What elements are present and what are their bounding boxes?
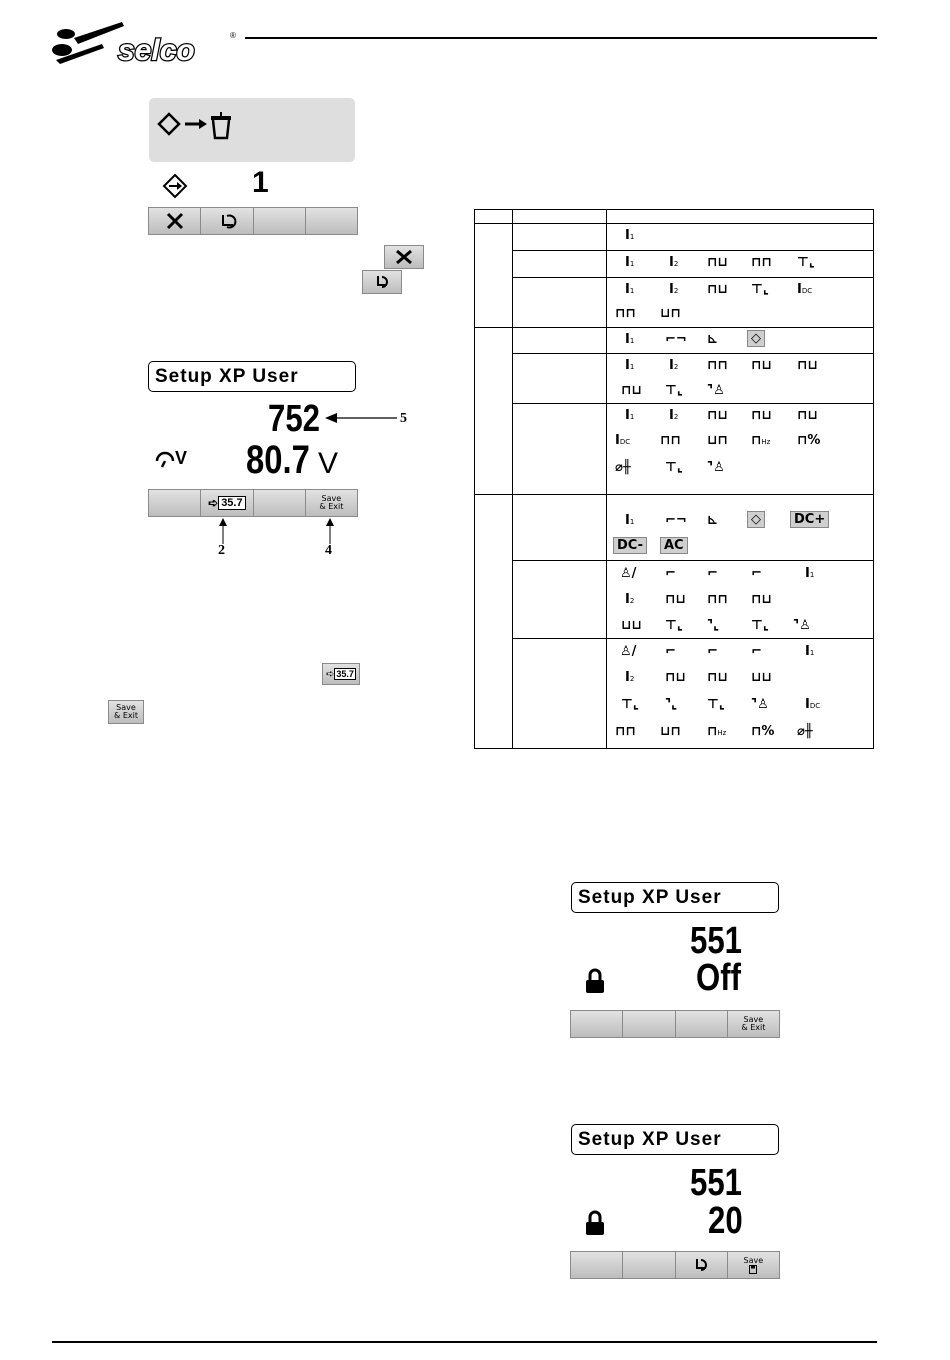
- process-symbol-icon: DC-: [613, 537, 647, 554]
- process-symbol-icon: ⊤⌞: [707, 697, 725, 712]
- process-symbol-icon: ⌀╫: [615, 460, 631, 475]
- save-exit-softkey[interactable]: Save & Exit: [728, 1011, 779, 1037]
- program-icon: ◇: [747, 330, 765, 347]
- cancel-softkey[interactable]: [149, 208, 201, 234]
- delete-program-display: [149, 98, 355, 162]
- inline-store-icon: ➪ 35.7: [322, 663, 360, 685]
- process-symbol-icon: ⊓⊓: [707, 358, 728, 373]
- process-symbol-icon: ⊓⊔: [797, 358, 818, 373]
- store-softkey[interactable]: [201, 490, 253, 516]
- process-symbol-icon: ⊤⌞: [665, 460, 683, 475]
- save-softkey[interactable]: Save: [728, 1252, 779, 1278]
- selco-logo: [52, 20, 242, 66]
- process-symbol-icon: I2: [625, 670, 635, 685]
- lock-20-title: Setup XP User: [571, 1124, 779, 1155]
- process-symbol-icon: I1: [625, 408, 635, 423]
- process-symbol-icon: ⊓Hz: [707, 724, 727, 739]
- process-symbol-icon: ⌝⌞: [665, 697, 678, 712]
- lock-icon: [584, 1210, 606, 1236]
- sym-i1: I1: [625, 228, 635, 243]
- process-symbol-icon: ⊓Hz: [751, 433, 771, 448]
- softkey-2[interactable]: [623, 1252, 675, 1278]
- voltage-value: 80.7: [246, 438, 310, 482]
- process-symbol-icon: I1: [625, 513, 635, 528]
- setup-softkey-bar: [148, 489, 358, 517]
- process-symbol-icon: ⊓⊔: [707, 282, 728, 297]
- program-to-trash-icon: [155, 110, 245, 150]
- process-symbol-icon: DC+: [790, 511, 829, 528]
- floppy-icon: [749, 1265, 757, 1274]
- process-symbol-icon: ⊓⊓: [660, 433, 681, 448]
- undo-softkey[interactable]: [676, 1252, 728, 1278]
- save-exit-softkey[interactable]: Save & Exit: [306, 490, 357, 516]
- process-symbol-icon: ⊓⊔: [707, 408, 728, 423]
- softkey-3[interactable]: [676, 1011, 728, 1037]
- process-symbol-icon: I2: [669, 255, 679, 270]
- process-symbol-icon: ⊔⊓: [660, 724, 681, 739]
- process-symbol-icon: ⊓⊔: [751, 358, 772, 373]
- process-symbol-icon: ⊤⌞: [751, 282, 769, 297]
- softkey-1[interactable]: [149, 490, 201, 516]
- process-symbol-icon: ⊓⊔: [751, 408, 772, 423]
- process-symbol-icon: ⊓⊔: [751, 592, 772, 607]
- process-symbol-icon: ⊾: [707, 332, 718, 347]
- process-symbol-icon: ⌐: [665, 566, 676, 581]
- process-symbol-icon: I1: [805, 644, 815, 659]
- process-symbol-icon: ⌝♙: [793, 618, 811, 633]
- process-symbol-icon: IDC: [805, 697, 821, 712]
- process-symbol-icon: ⊤⌞: [751, 618, 769, 633]
- lock-off-value: Off: [696, 957, 741, 999]
- logo-wordmark: selco: [118, 34, 195, 66]
- process-symbol-icon: ⊔⊔: [751, 670, 772, 685]
- process-symbol-icon: I1: [625, 332, 635, 347]
- process-symbol-icon: ⊔⊔: [621, 618, 642, 633]
- softkey-2[interactable]: [623, 1011, 675, 1037]
- process-symbol-icon: ⊔⊓: [660, 306, 681, 321]
- inline-undo-icon: [362, 270, 402, 294]
- arc-voltage-icon: [154, 449, 176, 469]
- callout-arrow-4: [325, 518, 335, 544]
- process-symbol-icon: ⊓⊔: [665, 670, 686, 685]
- process-symbol-icon: ⌝⌞: [707, 618, 720, 633]
- process-symbol-icon: ⌝♙: [707, 460, 725, 475]
- callout-arrow-5: [325, 411, 400, 425]
- lock-20-parameter: 551: [690, 1162, 742, 1204]
- process-symbol-icon: ♙/: [620, 566, 637, 581]
- softkey-1[interactable]: [571, 1011, 623, 1037]
- cancel-icon: [164, 212, 186, 230]
- parameter-table: [474, 209, 874, 749]
- setup-title: Setup XP User: [148, 361, 356, 392]
- callout-2: 2: [218, 543, 225, 558]
- undo-softkey[interactable]: [201, 208, 253, 234]
- lock-20-softkey-bar: [570, 1251, 780, 1279]
- process-symbol-icon: ⌐: [707, 644, 718, 659]
- process-symbol-icon: ⊤⌞: [665, 383, 683, 398]
- softkey-3[interactable]: [254, 490, 306, 516]
- process-symbol-icon: ◇: [747, 511, 765, 528]
- lock-icon: [584, 968, 606, 994]
- process-symbol-icon: ⊓⊔: [707, 255, 728, 270]
- callout-5: 5: [400, 411, 407, 426]
- undo-icon: [690, 1257, 712, 1273]
- process-symbol-icon: I1: [625, 255, 635, 270]
- process-symbol-icon: ⌐¬: [665, 332, 687, 347]
- softkey-4[interactable]: [306, 208, 357, 234]
- softkey-3[interactable]: [254, 208, 306, 234]
- process-symbol-icon: ⊓%: [797, 433, 821, 448]
- callout-4: 4: [325, 543, 332, 558]
- process-symbol-icon: ♙/: [620, 644, 637, 659]
- process-symbol-icon: ⊓⊔: [665, 592, 686, 607]
- process-symbol-icon: I2: [669, 408, 679, 423]
- footer-rule: [52, 1341, 877, 1343]
- process-symbol-icon: ⊓⊓: [615, 724, 636, 739]
- undo-icon: [215, 212, 239, 230]
- process-symbol-icon: I2: [625, 592, 635, 607]
- store-value: 35.7: [218, 496, 245, 510]
- process-symbol-icon: ⊤⌞: [665, 618, 683, 633]
- process-symbol-icon: ⌐¬: [665, 513, 687, 528]
- process-symbol-icon: ⊓⊔: [621, 383, 642, 398]
- softkey-1[interactable]: [571, 1252, 623, 1278]
- lock-off-title: Setup XP User: [571, 882, 779, 913]
- process-symbol-icon: ⌐: [751, 566, 762, 581]
- process-symbol-icon: ⌀╫: [797, 724, 813, 739]
- header-rule: [245, 37, 877, 39]
- process-symbol-icon: ⊓⊓: [615, 306, 636, 321]
- process-symbol-icon: ⊓⊓: [707, 592, 728, 607]
- lock-off-parameter: 551: [690, 920, 742, 962]
- process-symbol-icon: ⊔⊓: [707, 433, 728, 448]
- process-symbol-icon: ⊓%: [751, 724, 775, 739]
- process-symbol-icon: ⊓⊓: [751, 255, 772, 270]
- store-arrow-icon: ➪: [208, 496, 219, 510]
- process-symbol-icon: ⊤⌞: [621, 697, 639, 712]
- process-symbol-icon: ⊓⊔: [707, 670, 728, 685]
- process-symbol-icon: I1: [805, 566, 815, 581]
- process-symbol-icon: ⌝♙: [707, 383, 725, 398]
- process-symbol-icon: ⊾: [707, 513, 718, 528]
- process-symbol-icon: ⌝♙: [751, 697, 769, 712]
- process-symbol-icon: ⌐: [751, 644, 762, 659]
- voltage-label: V: [175, 448, 188, 468]
- process-symbol-icon: I2: [669, 358, 679, 373]
- inline-cancel-icon: [384, 245, 424, 269]
- lock-off-softkey-bar: [570, 1010, 780, 1038]
- process-symbol-icon: I2: [669, 282, 679, 297]
- lock-20-value: 20: [708, 1200, 743, 1242]
- process-symbol-icon: ⌐: [707, 566, 718, 581]
- process-symbol-icon: ⌐: [665, 644, 676, 659]
- process-symbol-icon: AC: [660, 537, 688, 554]
- process-symbol-icon: ⊓⊔: [797, 408, 818, 423]
- svg-text:®: ®: [230, 31, 236, 40]
- callout-arrow-2: [218, 518, 228, 544]
- program-icon: [161, 172, 189, 200]
- voltage-unit: V: [318, 447, 339, 480]
- process-symbol-icon: ⊤⌞: [797, 255, 815, 270]
- inline-save-exit-icon: Save & Exit: [108, 700, 144, 724]
- process-symbol-icon: IDC: [615, 433, 631, 448]
- process-symbol-icon: I1: [625, 358, 635, 373]
- process-symbol-icon: I1: [625, 282, 635, 297]
- program-number: 1: [252, 166, 269, 199]
- parameter-number: 752: [268, 398, 320, 440]
- process-symbol-icon: IDC: [797, 282, 813, 297]
- delete-softkey-bar: [148, 207, 358, 235]
